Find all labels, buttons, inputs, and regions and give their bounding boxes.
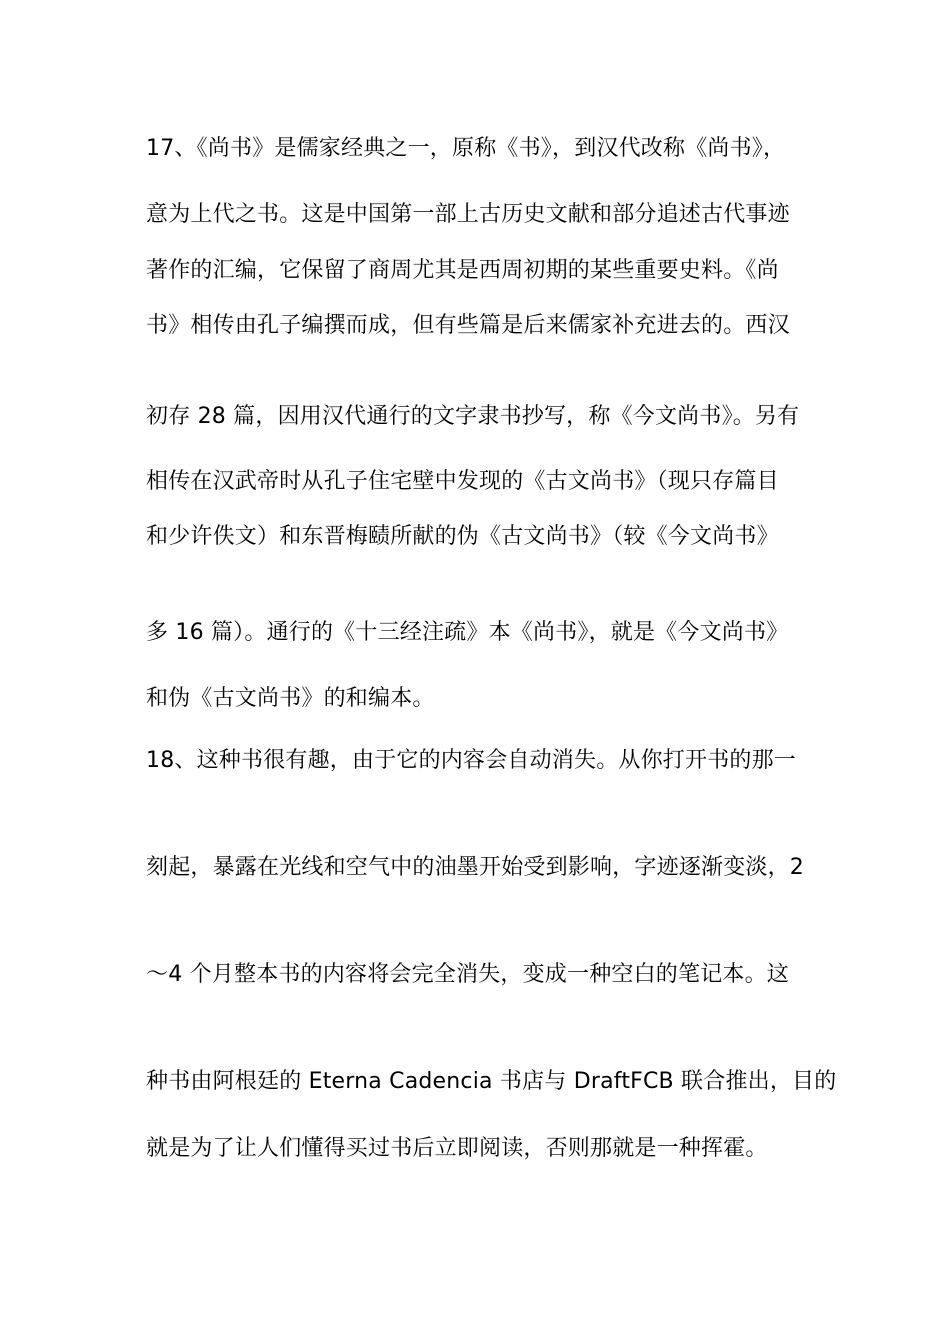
- paragraph-17-line-9: 和伪《古文尚书》的和编本。: [146, 686, 435, 711]
- paragraph-17-line-8: 多 16 篇）。通行的《十三经注疏》本《尚书》，就是《今文尚书》: [146, 620, 789, 645]
- paragraph-18-line-4: 种书由阿根廷的 Eterna Cadencia 书店与 DraftFCB 联合推出，目的: [146, 1069, 837, 1094]
- paragraph-17-line-6: 相传在汉武帝时从孔子住宅壁中发现的《古文尚书》（现只存篇目: [146, 469, 779, 494]
- paragraph-18-line-2: 刻起，暴露在光线和空气中的油墨开始受到影响，字迹逐渐变淡，2: [146, 855, 804, 880]
- paragraph-17-line-5: 初存 28 篇，因用汉代通行的文字隶书抄写，称《今文尚书》。另有: [146, 404, 800, 429]
- paragraph-18-line-5: 就是为了让人们懂得买过书后立即阅读，否则那就是一种挥霍。: [146, 1136, 768, 1161]
- paragraph-17-line-3: 著作的汇编，它保留了商周尤其是西周初期的某些重要史料。《尚: [146, 258, 779, 283]
- paragraph-17-line-7: 和少许佚文）和东晋梅赜所献的伪《古文尚书》（较《今文尚书》: [146, 524, 779, 549]
- paragraph-17-line-2: 意为上代之书。这是中国第一部上古历史文献和部分追述古代事迹: [146, 202, 790, 227]
- paragraph-18-line-3: ～4 个月整本书的内容将会完全消失，变成一种空白的笔记本。这: [146, 962, 789, 987]
- paragraph-17-line-1: 17、《尚书》是儒家经典之一，原称《书》，到汉代改称《尚书》，: [146, 136, 786, 161]
- paragraph-17-line-4: 书》相传由孔子编撰而成，但有些篇是后来儒家补充进去的。西汉: [146, 313, 790, 338]
- paragraph-18-line-1: 18、这种书很有趣，由于它的内容会自动消失。从你打开书的那一: [146, 748, 796, 773]
